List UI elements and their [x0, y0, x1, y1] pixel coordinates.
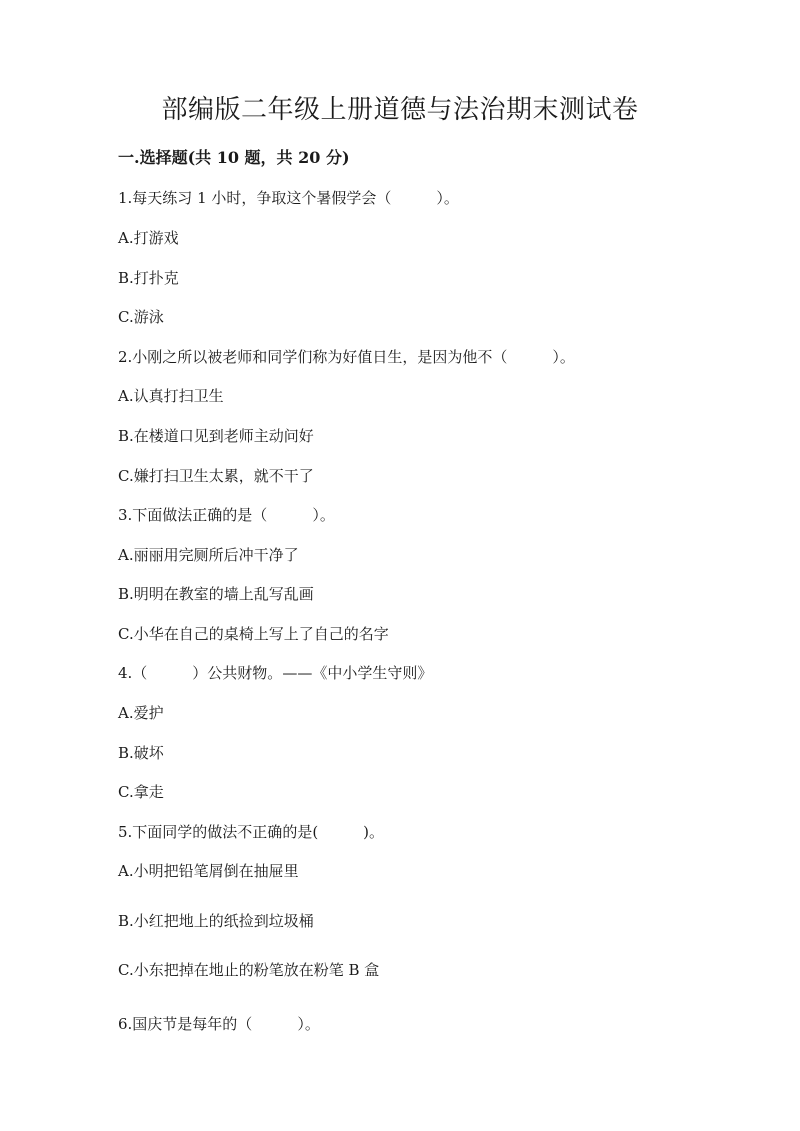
question-3-option-b: B.明明在教室的墙上乱写乱画 [118, 585, 314, 603]
question-6-stem: 6.国庆节是每年的（ ）。 [118, 1015, 320, 1033]
section-heading: 一.选择题(共 10 题，共 20 分) [118, 148, 350, 167]
question-3-stem: 3.下面做法正确的是（ ）。 [118, 506, 335, 524]
question-2-option-a: A.认真打扫卫生 [118, 387, 224, 405]
question-2-option-b: B.在楼道口见到老师主动问好 [118, 427, 314, 445]
question-2-option-c: C.嫌打扫卫生太累，就不干了 [118, 467, 314, 485]
question-1-option-c: C.游泳 [118, 308, 164, 326]
question-2-stem: 2.小刚之所以被老师和同学们称为好值日生，是因为他不（ ）。 [118, 348, 575, 366]
question-1-option-a: A.打游戏 [118, 229, 179, 247]
question-5-option-b: B.小红把地上的纸捡到垃圾桶 [118, 912, 314, 930]
question-1-stem: 1.每天练习 1 小时，争取这个暑假学会（ ）。 [118, 189, 459, 207]
question-5-option-c: C.小东把掉在地止的粉笔放在粉笔 B 盒 [118, 961, 380, 979]
question-3-option-a: A.丽丽用完厕所后冲干净了 [118, 546, 299, 564]
question-4-option-b: B.破坏 [118, 744, 164, 762]
question-4-option-a: A.爱护 [118, 704, 164, 722]
question-3-option-c: C.小华在自己的桌椅上写上了自己的名字 [118, 625, 389, 643]
question-4-stem: 4.（ ）公共财物。——《中小学生守则》 [118, 664, 433, 682]
question-4-option-c: C.拿走 [118, 783, 164, 801]
page-title: 部编版二年级上册道德与法治期末测试卷 [161, 95, 639, 125]
question-1-option-b: B.打扑克 [118, 269, 179, 287]
question-5-stem: 5.下面同学的做法不正确的是( )。 [118, 823, 385, 841]
question-5-option-a: A.小明把铅笔屑倒在抽屉里 [118, 862, 299, 880]
